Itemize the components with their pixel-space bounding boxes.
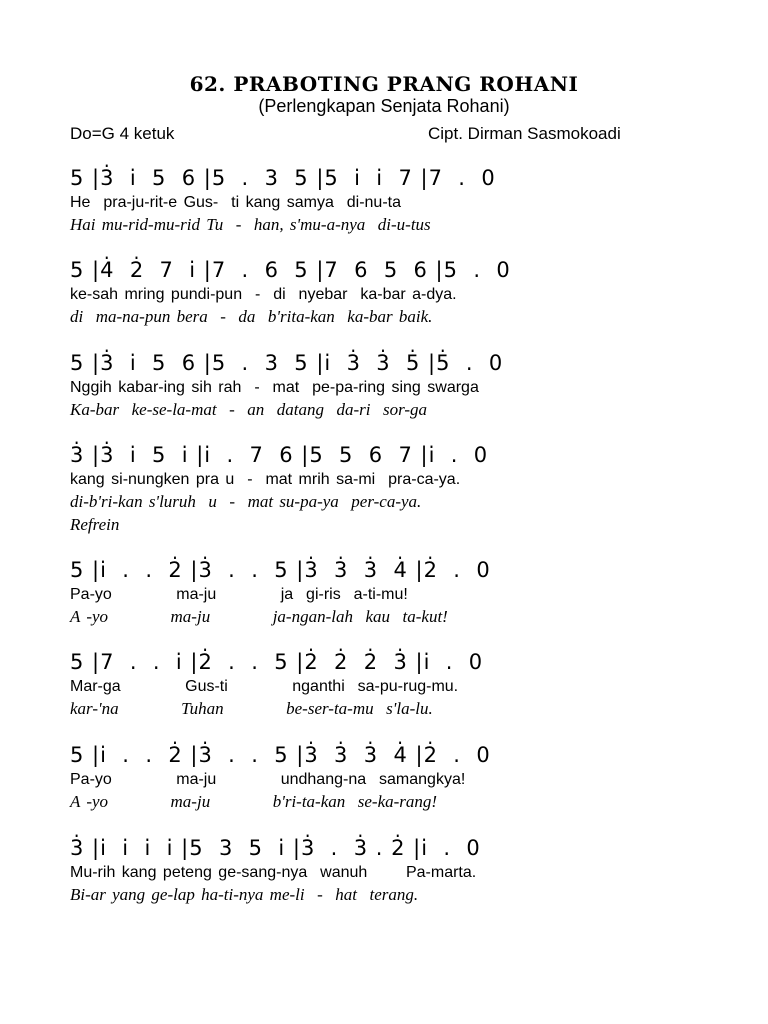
notation-line: 5 |3̇ i̇ 5 6 |5 . 3 5 |i̇ 3̇ 3̇ 5̇ |5̇ . 0 <box>70 351 504 375</box>
verse-line-1 <box>70 164 710 236</box>
refrain-line-1 <box>70 556 710 628</box>
lyric-javanese: Mu-rih kang peteng ge-sang-nya wanuh Pa-marta. <box>70 864 477 881</box>
notation-line: 5 |3̇ i̇ 5 6 |5 . 3 5 |5 i̇ i̇ 7 |7 . 0 <box>70 166 496 190</box>
lyric-indonesian: Bi-ar yang ge-lap ha-ti-nya me-li - hat terang. <box>70 885 419 904</box>
notation-line: 3̇ |3̇ i̇ 5 i̇ |i̇ . 7 6 |5 5 6 7 |i̇ . 0 <box>70 443 489 467</box>
lyric-indonesian: kar-'na Tuhan be-ser-ta-mu s'la-lu. <box>70 699 433 718</box>
notation-line: 5 |7 . . i̇ |2̇ . . 5 |2̇ 2̇ 2̇ 3̇ |i̇ . 0 <box>70 650 484 674</box>
lyric-indonesian: A -yo ma-ju b'ri-ta-kan se-ka-rang! <box>70 792 438 811</box>
notation-line: 3̇ |i̇ i̇ i̇ i̇ |5 3 5 i̇ |3̇ . 3̇ . 2̇ |i̇ . 0 <box>70 836 481 860</box>
song-title: 62. PRABOTING PRANG ROHANI <box>189 72 579 96</box>
refrain-label: Refrein <box>70 515 120 534</box>
lyric-javanese: kang si-nungken pra u - mat mrih sa-mi pra-ca-ya. <box>70 471 461 488</box>
key-signature: Do=G 4 ketuk <box>70 124 175 143</box>
refrain-line-4 <box>70 834 710 906</box>
lyric-indonesian: di ma-na-pun bera - da b'rita-kan ka-bar baik. <box>70 307 433 326</box>
notation-line: 5 |4̇ 2̇ 7 i̇ |7 . 6 5 |7 6 5 6 |5 . 0 <box>70 258 511 282</box>
lyric-indonesian: di-b'ri-kan s'luruh u - mat su-pa-ya per-ca-ya. <box>70 492 422 511</box>
lyric-indonesian: A -yo ma-ju ja-ngan-lah kau ta-kut! <box>70 607 448 626</box>
notation-line: 5 |i̇ . . 2̇ |3̇ . . 5 |3̇ 3̇ 3̇ 4̇ |2̇ . 0 <box>70 558 491 582</box>
lyric-javanese: He pra-ju-rit-e Gus- ti kang samya di-nu-ta <box>70 194 401 211</box>
notation-line: 5 |i̇ . . 2̇ |3̇ . . 5 |3̇ 3̇ 3̇ 4̇ |2̇ . 0 <box>70 743 491 767</box>
song-subtitle: (Perlengkapan Senjata Rohani) <box>258 96 510 116</box>
refrain-line-3 <box>70 741 710 813</box>
lyric-javanese: Mar-ga Gus-ti nganthi sa-pu-rug-mu. <box>70 678 459 695</box>
lyric-javanese: Pa-yo ma-ju undhang-na samangkya! <box>70 771 466 788</box>
verse-line-3 <box>70 349 710 421</box>
lyric-indonesian: Hai mu-rid-mu-rid Tu - han, s'mu-a-nya di-u-tus <box>70 215 431 234</box>
lyric-javanese: Pa-yo ma-ju ja gi-ris a-ti-mu! <box>70 586 408 603</box>
refrain-line-2 <box>70 648 710 720</box>
lyric-indonesian: Ka-bar ke-se-la-mat - an datang da-ri sor-ga <box>70 400 428 419</box>
lyric-javanese: Nggih kabar-ing sih rah - mat pe-pa-ring sing swarga <box>70 379 479 396</box>
verse-line-2 <box>70 256 710 328</box>
lyric-javanese: ke-sah mring pundi-pun - di nyebar ka-bar a-dya. <box>70 286 457 303</box>
verse-line-4 <box>70 441 710 513</box>
composer-credit: Cipt. Dirman Sasmokoadi <box>428 124 621 143</box>
